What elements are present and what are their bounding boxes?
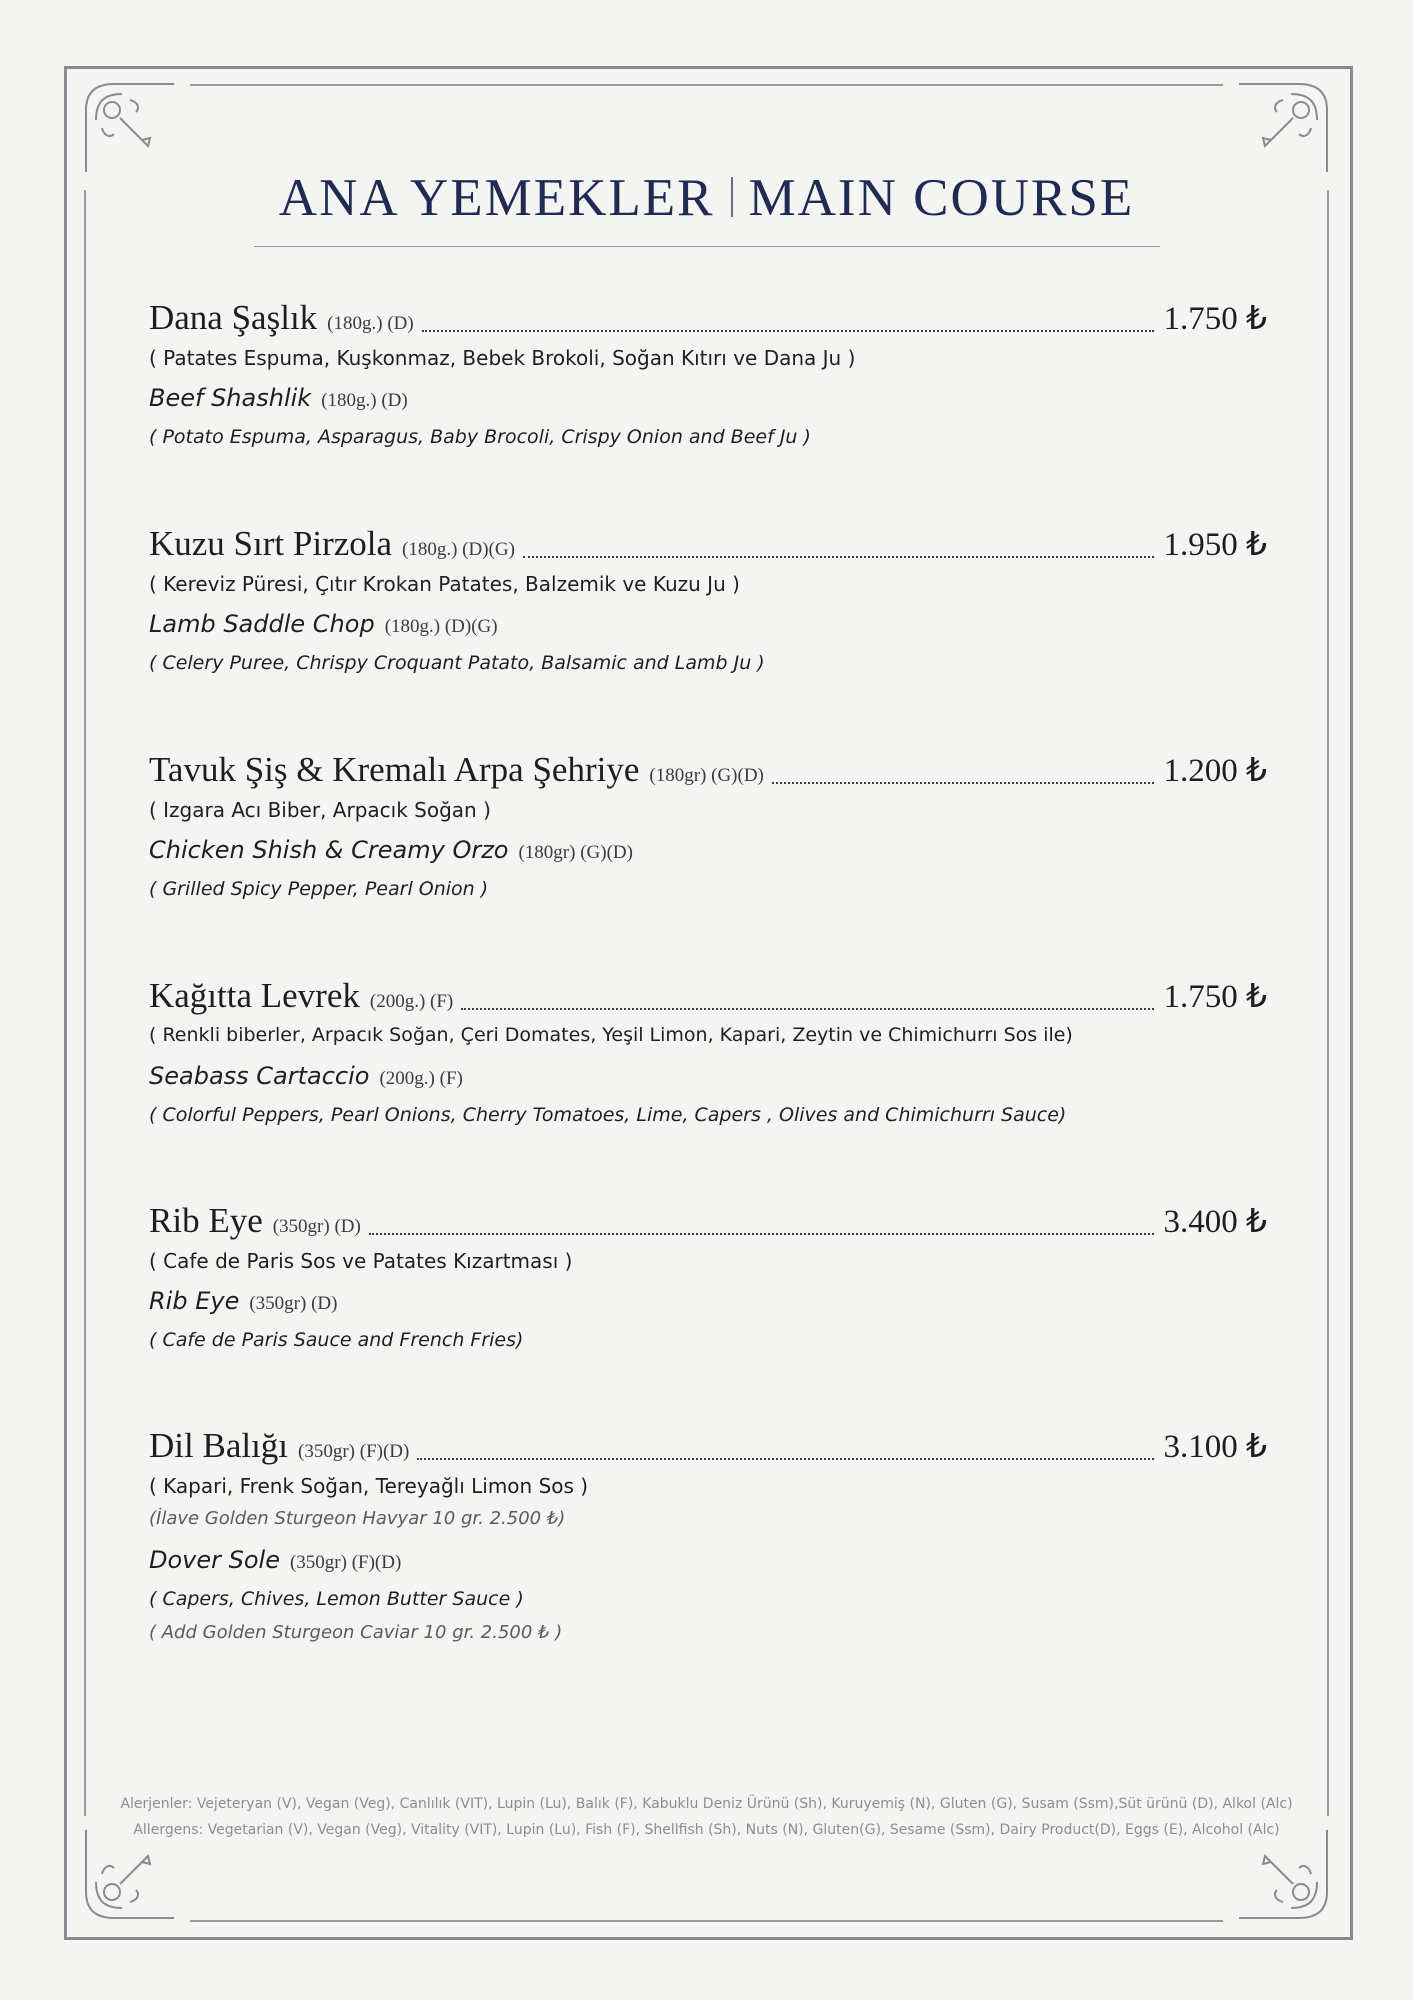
item-desc-en: ( Potato Espuma, Asparagus, Baby Brocoli, Crispy Onion and Beef Ju ) — [149, 426, 811, 448]
corner-ornament-icon — [82, 80, 178, 176]
dot-leader — [422, 329, 1154, 332]
title-tr: ANA YEMEKLER — [278, 169, 715, 227]
corner-ornament-icon — [1235, 80, 1331, 176]
inner-frame-bottom — [190, 1920, 1223, 1922]
item-name-tr: Dil Balığı — [149, 1426, 289, 1465]
item-price: 1.750 ₺ — [1163, 979, 1267, 1015]
item-name-en: Beef Shashlik — [149, 384, 312, 412]
item-meta-en: (350gr) (F)(D) — [289, 1552, 402, 1573]
allergen-note-tr: Alerjenler: Vejeteryan (V), Vegan (Veg), Canlılık (VIT), Lupin (Lu), Balık (F), Kabuklu Deniz Ürünü (Sh), Kuruyemiş (N), Gluten (G), Susam (Ssm),Süt ürünü (D), Alkol (Alc) — [120, 1796, 1293, 1812]
item-heading — [149, 976, 1267, 1022]
title-divider — [254, 246, 1160, 247]
item-desc-tr: ( Izgara Acı Biber, Arpacık Soğan ) — [149, 798, 491, 822]
item-desc-en: ( Capers, Chives, Lemon Butter Sauce ) — [149, 1588, 524, 1610]
item-name-en: Lamb Saddle Chop — [149, 610, 375, 638]
item-heading — [149, 1201, 1267, 1247]
item-desc-tr: ( Kapari, Frenk Soğan, Tereyağlı Limon Sos ) — [149, 1474, 589, 1498]
item-name-en: Dover Sole — [149, 1546, 280, 1574]
item-extra-tr: (İlave Golden Sturgeon Havyar 10 gr. 2.500 ₺) — [149, 1508, 566, 1529]
item-name-en: Rib Eye — [149, 1287, 240, 1315]
item-desc-tr: ( Renkli biberler, Arpacık Soğan, Çeri Domates, Yeşil Limon, Kapari, Zeytin ve Chimichurrı Sos ile) — [149, 1024, 1073, 1046]
allergen-note-en: Allergens: Vegetarian (V), Vegan (Veg), Vitality (VIT), Lupin (Lu), Fish (F), Shellfish (Sh), Nuts (N), Gluten(G), Sesame (Ssm), Dairy Product(D), Eggs (E), Alcohol (Alc) — [133, 1822, 1280, 1838]
inner-frame-left — [84, 190, 86, 1816]
item-desc-tr: ( Kereviz Püresi, Çıtır Krokan Patates, Balzemik ve Kuzu Ju ) — [149, 572, 740, 596]
dot-leader — [417, 1457, 1153, 1460]
page-title — [0, 168, 1413, 228]
item-desc-tr: ( Cafe de Paris Sos ve Patates Kızartması ) — [149, 1249, 573, 1273]
item-meta-tr: (350gr) (D) — [272, 1216, 361, 1237]
item-meta-tr: (180gr) (G)(D) — [649, 765, 764, 786]
item-meta-tr: (180g.) (D) — [327, 313, 414, 334]
menu-item — [149, 750, 1267, 912]
item-meta-tr: (200g.) (F) — [369, 991, 454, 1012]
menu-item — [149, 1426, 1267, 1656]
item-meta-tr: (180g.) (D)(G) — [402, 539, 515, 560]
inner-frame-right — [1327, 190, 1329, 1816]
dot-leader — [461, 1007, 1153, 1010]
item-extra-en: ( Add Golden Sturgeon Caviar 10 gr. 2.500 ₺ ) — [149, 1622, 563, 1643]
item-heading — [149, 750, 1267, 796]
item-heading-en — [149, 610, 1267, 650]
item-price: 3.400 ₺ — [1163, 1204, 1267, 1240]
dot-leader — [369, 1232, 1154, 1235]
item-desc-en: ( Colorful Peppers, Pearl Onions, Cherry Tomatoes, Lime, Capers , Olives and Chimichurrı Sauce) — [149, 1104, 1067, 1126]
item-meta-en: (350gr) (D) — [249, 1293, 338, 1314]
item-heading-en — [149, 836, 1267, 876]
item-meta-en: (180g.) (D) — [321, 390, 408, 411]
item-name-tr: Tavuk Şiş & Kremalı Arpa Şehriye — [149, 750, 640, 789]
menu-item — [149, 524, 1267, 686]
item-heading-en — [149, 1287, 1267, 1327]
item-name-tr: Kuzu Sırt Pirzola — [149, 524, 393, 563]
item-price: 3.100 ₺ — [1163, 1429, 1267, 1465]
item-meta-en: (180g.) (D)(G) — [384, 616, 498, 637]
menu-item — [149, 976, 1267, 1138]
item-desc-en: ( Celery Puree, Chrispy Croquant Patato, Balsamic and Lamb Ju ) — [149, 652, 765, 674]
item-heading — [149, 1426, 1267, 1472]
title-en: MAIN COURSE — [748, 169, 1135, 227]
inner-frame-top — [190, 84, 1223, 86]
item-name-en: Chicken Shish & Creamy Orzo — [149, 836, 509, 864]
menu-item — [149, 1201, 1267, 1363]
item-meta-en: (200g.) (F) — [379, 1068, 463, 1089]
item-price: 1.200 ₺ — [1163, 753, 1267, 789]
dot-leader — [523, 555, 1154, 558]
menu-item — [149, 298, 1267, 460]
item-heading-en — [149, 1546, 1267, 1586]
item-meta-en: (180gr) (G)(D) — [518, 842, 633, 863]
item-heading-en — [149, 384, 1267, 424]
dot-leader — [772, 781, 1154, 784]
item-meta-tr: (350gr) (F)(D) — [298, 1441, 410, 1462]
item-price: 1.950 ₺ — [1163, 527, 1267, 563]
item-heading — [149, 298, 1267, 344]
item-desc-tr: ( Patates Espuma, Kuşkonmaz, Bebek Brokoli, Soğan Kıtırı ve Dana Ju ) — [149, 346, 856, 370]
item-name-en: Seabass Cartaccio — [149, 1062, 370, 1090]
item-name-tr: Rib Eye — [149, 1201, 263, 1240]
item-name-tr: Dana Şaşlık — [149, 298, 318, 337]
item-heading-en — [149, 1062, 1267, 1102]
corner-ornament-icon — [1235, 1826, 1331, 1922]
item-desc-en: ( Cafe de Paris Sauce and French Fries) — [149, 1329, 524, 1351]
title-separator — [731, 177, 733, 217]
item-name-tr: Kağıtta Levrek — [149, 976, 360, 1015]
corner-ornament-icon — [82, 1826, 178, 1922]
item-heading — [149, 524, 1267, 570]
item-desc-en: ( Grilled Spicy Pepper, Pearl Onion ) — [149, 878, 489, 900]
item-price: 1.750 ₺ — [1163, 301, 1267, 337]
